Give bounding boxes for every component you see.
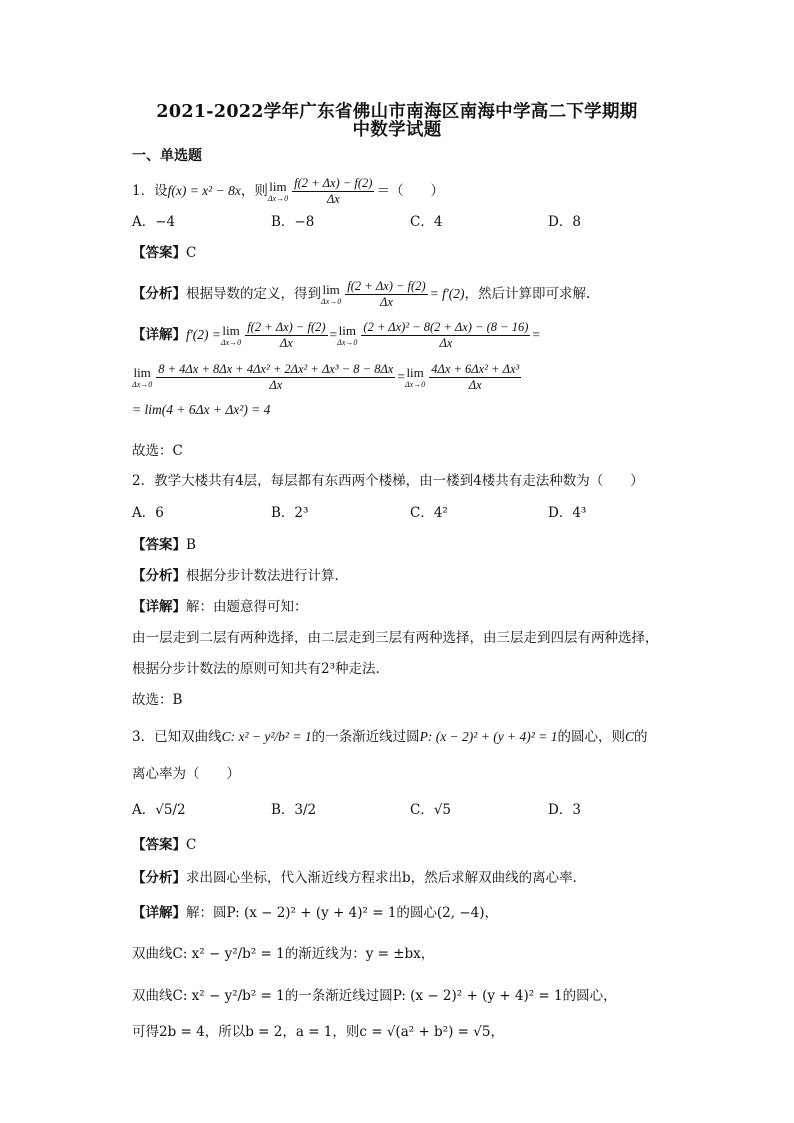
- q1-analysis: 【分析】根据导数的定义，得到 lim Δx→0 $\frac{f(2 + \Delta x) - f(2)}{\Delta x}$ = f′(2)，然后计算即可求解.: [132, 279, 591, 309]
- q2-option-d: D．4³: [548, 505, 587, 521]
- q3-detail-line4: 可得2b = 4，所以b = 2，a = 1，则c = √(a² + b²) = √5，: [132, 1024, 504, 1040]
- q2-analysis: 【分析】根据分步计数法进行计算.: [132, 568, 339, 584]
- q3-analysis: 【分析】求出圆心坐标，代入渐近线方程求出b，然后求解双曲线的离心率．: [132, 870, 587, 886]
- q2-choice: 故选：B: [132, 692, 183, 708]
- q1-tail: ＝（ ）: [376, 183, 444, 199]
- q2-option-b: B．2³: [271, 505, 309, 521]
- q3-option-a: A．√5/2: [132, 802, 186, 818]
- q3-option-b: B．3/2: [271, 802, 317, 818]
- q1-option-c: C．4: [410, 214, 443, 230]
- q2-detail-line2: 根据分步计数法的原则可知共有2³种走法.: [132, 661, 380, 677]
- doc-title-line2: 中数学试题: [352, 120, 442, 140]
- q1-mid: ，则: [240, 183, 268, 199]
- question-2-stem: 2．教学大楼共有4层，每层都有东西两个楼梯，由一楼到4楼共有走法种数为（ ）: [132, 473, 644, 489]
- q1-func: f(x) = x² − 8x: [167, 183, 241, 198]
- q1-option-b: B．−8: [271, 214, 315, 230]
- q1-lim: lim Δx→0: [267, 178, 289, 203]
- question-3-stem: 3．已知双曲线C: x² − y²/b² = 1的一条渐近线过圆P: (x − 2)² + (y + 4)² = 1的圆心，则C的: [132, 729, 648, 745]
- q1-choice: 故选：C: [132, 443, 183, 459]
- question-1-stem: [132, 176, 444, 207]
- q1-detail-line3: = lim(4 + 6Δx + Δx²) = 4: [132, 402, 271, 417]
- q1-option-d: D．8: [548, 214, 581, 230]
- q1-fraction: $\frac{f(2 + \Delta x) - f(2)}{\Delta x}$: [294, 176, 373, 206]
- q3-detail-line3: 双曲线C: x² − y²/b² = 1的一条渐近线过圆P: (x − 2)² + (y + 4)² = 1的圆心，: [132, 988, 617, 1004]
- q3-option-c: C．√5: [410, 802, 452, 818]
- q1-detail-line2: lim Δx→0 $\frac{\text{8 + 4Δx + 8Δx + 4Δx² + 2Δx² + Δx³ − 8 − 8Δx}}{\Delta x}$ = lim Δx→0 $\frac{\text{4Δx + 6Δx² + Δx³}}{\Delta x}$: [132, 362, 520, 392]
- q2-detail-line1: 由一层走到二层有两种选择，由二层走到三层有两种选择，由三层走到四层有两种选择，: [132, 630, 659, 646]
- question-3-stem-line2: 离心率为（ ）: [132, 766, 240, 782]
- q2-option-a: A．6: [132, 505, 164, 521]
- q2-option-c: C．4²: [410, 505, 448, 521]
- q2-detail: 【详解】解：由题意得可知：: [132, 599, 308, 615]
- q3-option-d: D．3: [548, 802, 581, 818]
- section-heading: 一、单选题: [132, 148, 202, 164]
- q2-answer: 【答案】B: [132, 537, 196, 553]
- doc-title-line1: 2021-2022学年广东省佛山市南海区南海中学高二下学期期: [156, 102, 638, 122]
- q1-prefix: 1．设: [132, 183, 168, 199]
- q1-answer: 【答案】C: [132, 245, 197, 261]
- q1-option-a: A．−4: [132, 214, 176, 230]
- q3-answer: 【答案】C: [132, 837, 197, 853]
- q3-detail-line2: 双曲线C: x² − y²/b² = 1的渐近线为：y = ±bx，: [132, 946, 435, 962]
- q3-detail-line1: 【详解】解：圆P: (x − 2)² + (y + 4)² = 1的圆心(2, −4)，: [132, 905, 499, 921]
- q1-detail-line1: 【详解】f′(2) = lim Δx→0 $\frac{f(2 + \Delta x) - f(2)}{\Delta x}$ = lim Δx→0 $\frac{\text{(2 + Δx)² − 8(2 + Δx) − (8 − 16)}}{\Delta x}$ =: [132, 320, 541, 350]
